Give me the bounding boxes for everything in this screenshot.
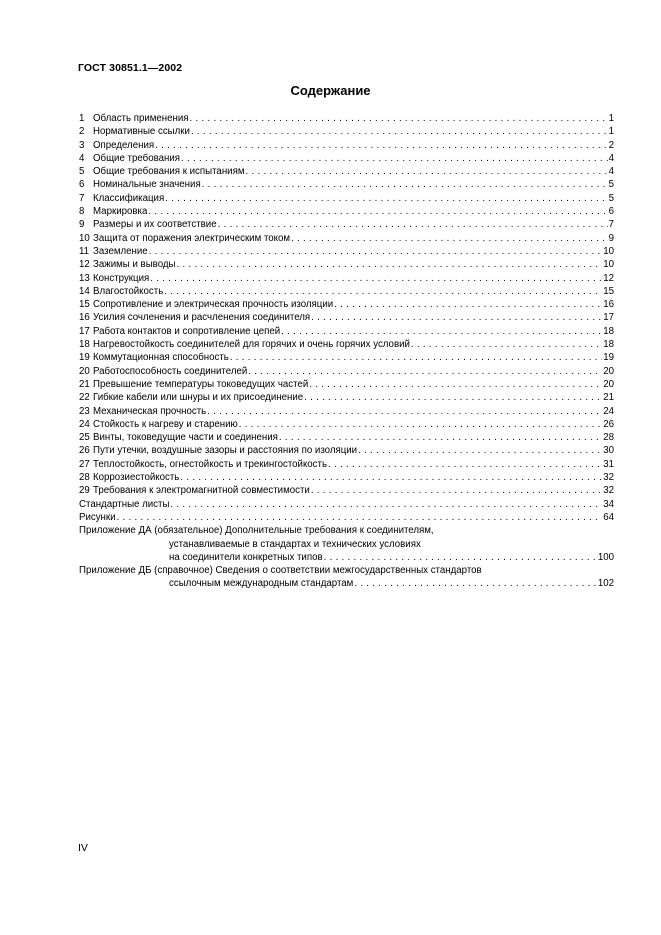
appendix-db-page: 102 <box>597 578 614 590</box>
toc-entry-title: Механическая прочность <box>93 405 207 417</box>
dot-leader <box>311 311 602 324</box>
dot-leader <box>170 498 602 511</box>
toc-entry-number: 18 <box>79 339 90 351</box>
dot-leader <box>177 258 603 271</box>
toc-entry <box>79 484 614 497</box>
toc-entry-page: 21 <box>603 392 614 404</box>
toc-entry-number: 19 <box>79 352 90 364</box>
toc-entry <box>79 378 614 391</box>
dot-leader <box>180 471 602 484</box>
toc-entry-number: 26 <box>79 445 90 457</box>
dot-leader <box>149 245 603 258</box>
toc-entry-number: 20 <box>79 365 90 377</box>
dot-leader <box>191 125 608 138</box>
toc-entry <box>79 245 614 258</box>
appendix-da-subtitle-1: устанавливаемые в стандартах и технических условиях <box>169 538 421 550</box>
dot-leader <box>164 285 602 298</box>
toc-entry <box>79 152 614 165</box>
toc-entry <box>79 498 614 511</box>
appendix-da-subtitle-2: на соединители конкретных типов <box>169 551 323 563</box>
toc-entry-number: 8 <box>79 206 85 218</box>
dot-leader <box>148 205 607 218</box>
toc-entry-title: Конструкция <box>93 272 150 284</box>
toc-entry-number: 14 <box>79 285 90 297</box>
toc-entry-number: 16 <box>79 312 90 324</box>
toc-entry-page: 9 <box>608 232 614 244</box>
toc-entry-title: Защита от поражения электрическим током <box>93 232 291 244</box>
toc-entry-title: Работа контактов и сопротивление цепей <box>93 325 281 337</box>
dot-leader <box>155 139 608 152</box>
dot-leader <box>218 218 608 231</box>
dot-leader <box>281 325 602 338</box>
toc-entry-title: Нагревостойкость соединителей для горячих и очень горячих условий <box>93 339 410 351</box>
toc-entry-number: 9 <box>79 219 85 231</box>
toc-entry-title: Усилия сочленения и расчленения соединителя <box>93 312 311 324</box>
toc-entry <box>79 125 614 138</box>
toc-entry <box>79 165 614 178</box>
toc-entry-title: Общие требования к испытаниям <box>93 166 245 178</box>
toc-entry-title: Заземление <box>93 245 148 257</box>
toc-entry-number: 10 <box>79 232 90 244</box>
toc-entry-number: 25 <box>79 432 90 444</box>
toc-entry <box>79 458 614 471</box>
page-number: IV <box>78 842 88 854</box>
toc-entry-title: Работоспособность соединителей <box>93 365 248 377</box>
toc-entry <box>79 285 614 298</box>
toc-entry-page: 32 <box>603 485 614 497</box>
toc-entry-number: 1 <box>79 113 85 124</box>
toc-entry-title: Гибкие кабели или шнуры и их присоединение <box>93 392 304 404</box>
dot-leader <box>239 418 602 431</box>
toc-entry-page: 4 <box>608 166 614 178</box>
toc-entry-number: 2 <box>79 126 85 138</box>
toc-entry-page: 31 <box>603 458 614 470</box>
toc-entry-page: 1 <box>608 126 614 138</box>
toc-entry-page: 16 <box>603 299 614 311</box>
page-title: Содержание <box>290 83 371 98</box>
toc-entry-title: Сопротивление и электрическая прочность изоляции <box>93 299 334 311</box>
toc-entry-number: 28 <box>79 472 90 484</box>
dot-leader <box>324 551 597 564</box>
toc-entry-number: 13 <box>79 272 90 284</box>
dot-leader <box>202 178 608 191</box>
toc-entry <box>79 218 614 231</box>
toc-entry <box>79 112 614 125</box>
toc-entry <box>79 471 614 484</box>
toc-entry-page: 18 <box>603 325 614 337</box>
toc-entry-title: Стандартные листы <box>79 498 170 510</box>
toc-entry <box>79 418 614 431</box>
toc-entry-page: 2 <box>608 139 614 151</box>
toc-entry-page: 19 <box>603 352 614 364</box>
toc-entry-page: 7 <box>608 219 614 231</box>
toc-entry-number: 23 <box>79 405 90 417</box>
appendix-db-line-2 <box>79 577 614 590</box>
toc-entry-page: 30 <box>603 445 614 457</box>
toc-entry-title: Рисунки <box>79 511 116 523</box>
toc-entries <box>79 112 614 524</box>
appendix-da-line-3 <box>79 551 614 564</box>
dot-leader <box>358 444 602 457</box>
toc-entry-page: 20 <box>603 365 614 377</box>
table-of-contents <box>79 112 614 591</box>
toc-entry <box>79 325 614 338</box>
toc-entry-page: 4 <box>608 152 614 164</box>
toc-entry-title: Область применения <box>93 113 189 124</box>
toc-entry-title: Классификация <box>93 192 165 204</box>
toc-entry <box>79 298 614 311</box>
dot-leader <box>328 458 602 471</box>
toc-entry <box>79 351 614 364</box>
toc-entry-title: Превышение температуры токоведущих частей <box>93 378 309 390</box>
toc-entry <box>79 365 614 378</box>
toc-entry-number: 27 <box>79 458 90 470</box>
toc-entry-number: 29 <box>79 485 90 497</box>
appendix-da-title: Приложение ДА (обязательное) Дополнительные требования к соединителям, <box>79 525 434 537</box>
dot-leader <box>311 484 602 497</box>
toc-entry-number: 22 <box>79 392 90 404</box>
dot-leader <box>309 378 602 391</box>
dot-leader <box>304 391 602 404</box>
toc-entry-number: 5 <box>79 166 85 178</box>
toc-entry-page: 12 <box>603 272 614 284</box>
appendix-db-line-1 <box>79 564 614 577</box>
toc-entry-title: Коррозиестойкость <box>93 472 180 484</box>
dot-leader <box>411 338 602 351</box>
dot-leader <box>248 365 602 378</box>
dot-leader <box>334 298 602 311</box>
toc-entry-number: 7 <box>79 192 85 204</box>
document-header: ГОСТ 30851.1—2002 <box>78 62 183 74</box>
appendix-da-line-1 <box>79 524 614 537</box>
toc-entry <box>79 192 614 205</box>
toc-entry-page: 26 <box>603 418 614 430</box>
appendix-da-page: 100 <box>597 551 614 563</box>
dot-leader <box>246 165 608 178</box>
toc-entry-number: 3 <box>79 139 85 151</box>
dot-leader <box>190 112 608 125</box>
toc-entry-page: 20 <box>603 378 614 390</box>
toc-entry-title: Требования к электромагнитной совместимости <box>93 485 310 497</box>
toc-entry-title: Винты, токоведущие части и соединения <box>93 432 278 444</box>
toc-entry-title: Размеры и их соответствие <box>93 219 217 231</box>
toc-entry <box>79 391 614 404</box>
dot-leader <box>354 577 596 590</box>
toc-entry-title: Маркировка <box>93 206 148 218</box>
toc-entry-number: 21 <box>79 378 90 390</box>
toc-entry-page: 10 <box>603 245 614 257</box>
toc-entry-page: 10 <box>603 259 614 271</box>
toc-entry-number: 17 <box>79 325 90 337</box>
toc-entry <box>79 205 614 218</box>
toc-entry-page: 5 <box>608 192 614 204</box>
dot-leader <box>230 351 602 364</box>
dot-leader <box>207 405 602 418</box>
toc-entry <box>79 178 614 191</box>
toc-entry <box>79 405 614 418</box>
toc-entry-title: Стойкость к нагреву и старению <box>93 418 238 430</box>
toc-entry-number: 15 <box>79 299 90 311</box>
toc-entry-title: Определения <box>93 139 155 151</box>
toc-entry-title: Номинальные значения <box>93 179 201 191</box>
toc-entry-page: 18 <box>603 339 614 351</box>
toc-entry <box>79 338 614 351</box>
toc-entry <box>79 511 614 524</box>
toc-entry-number: 4 <box>79 152 85 164</box>
toc-entry <box>79 139 614 152</box>
toc-entry <box>79 444 614 457</box>
dot-leader <box>165 192 607 205</box>
toc-entry-number: 6 <box>79 179 85 191</box>
toc-entry-page: 15 <box>603 285 614 297</box>
dot-leader <box>181 152 608 165</box>
toc-entry-number: 12 <box>79 259 90 271</box>
toc-entry-title: Общие требования <box>93 152 181 164</box>
toc-entry-page: 28 <box>603 432 614 444</box>
dot-leader <box>117 511 603 524</box>
toc-entry <box>79 232 614 245</box>
toc-entry <box>79 431 614 444</box>
toc-entry-number: 11 <box>79 245 90 257</box>
toc-entry-page: 6 <box>608 206 614 218</box>
toc-entry-title: Влагостойкость <box>93 285 164 297</box>
appendix-db-title: Приложение ДБ (справочное) Сведения о соответствии межгосударственных стандартов <box>79 565 482 577</box>
toc-entry-page: 1 <box>608 113 614 124</box>
appendix-db-subtitle: ссылочным международным стандартам <box>169 578 354 590</box>
toc-entry-title: Коммутационная способность <box>93 352 229 364</box>
appendix-da-line-2 <box>79 538 614 551</box>
toc-entry-title: Зажимы и выводы <box>93 259 176 271</box>
toc-entry-title: Нормативные ссылки <box>93 126 190 138</box>
dot-leader <box>279 431 602 444</box>
toc-entry-title: Пути утечки, воздушные зазоры и расстояния по изоляции <box>93 445 358 457</box>
toc-entry-number: 24 <box>79 418 90 430</box>
dot-leader <box>291 232 608 245</box>
toc-entry-page: 17 <box>603 312 614 324</box>
toc-entry-title: Теплостойкость, огнестойкость и трекингостойкость <box>93 458 328 470</box>
toc-entry <box>79 311 614 324</box>
toc-entry-page: 64 <box>603 511 614 523</box>
toc-entry-page: 24 <box>603 405 614 417</box>
toc-entry <box>79 272 614 285</box>
toc-entry-page: 34 <box>603 498 614 510</box>
toc-entry <box>79 258 614 271</box>
toc-entry-page: 32 <box>603 472 614 484</box>
toc-entry-page: 5 <box>608 179 614 191</box>
dot-leader <box>150 272 602 285</box>
